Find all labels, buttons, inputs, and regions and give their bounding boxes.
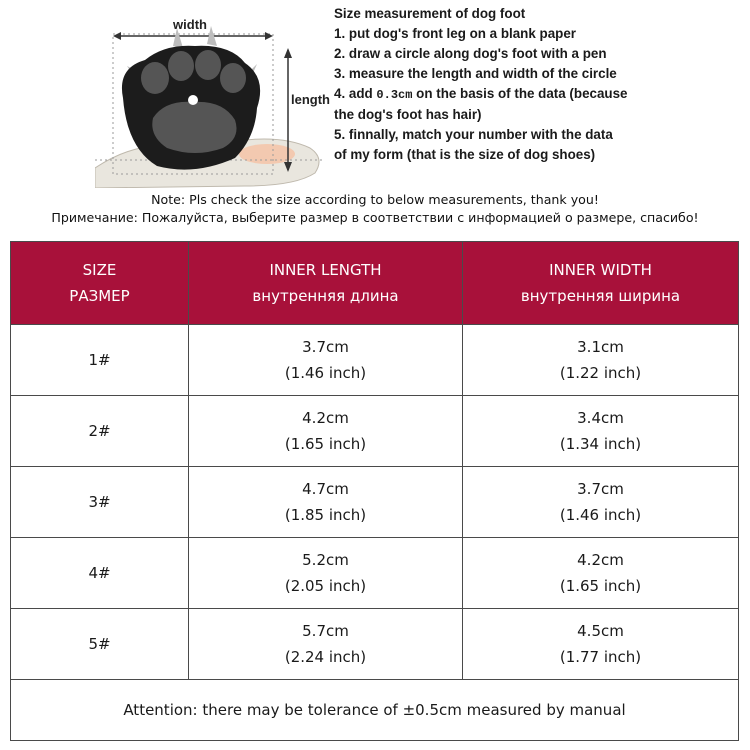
length-cm: 5.7cm xyxy=(302,622,349,640)
instruction-step-1: 1. put dog's front leg on a blank paper xyxy=(334,26,576,41)
instructions-title: Size measurement of dog foot xyxy=(334,6,526,21)
width-cell xyxy=(463,467,739,538)
table-row xyxy=(11,396,739,467)
width-cm: 3.1cm xyxy=(577,338,624,356)
width-cell xyxy=(463,609,739,680)
size-cell: 5# xyxy=(11,609,189,680)
width-cm: 4.2cm xyxy=(577,551,624,569)
step-4-value: 0.3cm xyxy=(376,88,413,102)
length-inch: (1.85 inch) xyxy=(284,506,367,524)
step-4-prefix: 4. add xyxy=(334,86,377,101)
instruction-step-5: 5. finnally, match your number with the data xyxy=(334,127,613,142)
note-english: Note: Pls check the size according to below measurements, thank you! xyxy=(151,192,599,207)
length-cell xyxy=(189,538,463,609)
length-inch: (1.46 inch) xyxy=(284,364,367,382)
size-cell: 3# xyxy=(11,467,189,538)
width-cm: 3.4cm xyxy=(577,409,624,427)
header-size xyxy=(11,242,189,325)
header-size-en: SIZE xyxy=(82,261,117,279)
width-inch: (1.65 inch) xyxy=(559,577,642,595)
size-cell: 4# xyxy=(11,538,189,609)
length-cm: 4.2cm xyxy=(302,409,349,427)
width-label: width xyxy=(173,17,207,32)
header-width-ru: внутренняя ширина xyxy=(520,287,681,305)
instruction-step-5-cont: of my form (that is the size of dog shoes) xyxy=(334,147,596,162)
width-cell xyxy=(463,396,739,467)
header-length-ru: внутренняя длина xyxy=(252,287,399,305)
length-cell xyxy=(189,396,463,467)
instruction-step-4-cont: the dog's foot has hair) xyxy=(334,107,482,122)
length-cm: 3.7cm xyxy=(302,338,349,356)
table-row xyxy=(11,325,739,396)
size-notes xyxy=(0,191,750,227)
width-inch: (1.34 inch) xyxy=(559,435,642,453)
header-size-ru: РАЗМЕР xyxy=(69,287,130,305)
table-footer-row xyxy=(11,680,739,741)
width-cell xyxy=(463,325,739,396)
size-cell: 2# xyxy=(11,396,189,467)
length-cm: 4.7cm xyxy=(302,480,349,498)
measurement-instructions xyxy=(334,4,746,165)
length-label: length xyxy=(291,92,330,107)
length-cell xyxy=(189,325,463,396)
paw-measurement-illustration xyxy=(95,8,330,188)
width-cell xyxy=(463,538,739,609)
tolerance-note: Attention: there may be tolerance of ±0.5cm measured by manual xyxy=(11,680,739,741)
length-cell xyxy=(189,467,463,538)
header-inner-width xyxy=(463,242,739,325)
length-inch: (2.24 inch) xyxy=(284,648,367,666)
length-inch: (2.05 inch) xyxy=(284,577,367,595)
width-inch: (1.77 inch) xyxy=(559,648,642,666)
table-row xyxy=(11,609,739,680)
header-inner-length xyxy=(189,242,463,325)
instruction-step-3: 3. measure the length and width of the circle xyxy=(334,66,617,81)
table-header-row xyxy=(11,242,739,325)
header-length-en: INNER LENGTH xyxy=(269,261,382,279)
size-cell: 1# xyxy=(11,325,189,396)
instruction-step-2: 2. draw a circle along dog's foot with a pen xyxy=(334,46,607,61)
width-inch: (1.22 inch) xyxy=(559,364,642,382)
length-cell xyxy=(189,609,463,680)
width-cm: 3.7cm xyxy=(577,480,624,498)
header-width-en: INNER WIDTH xyxy=(549,261,652,279)
instruction-section xyxy=(0,0,750,190)
size-table xyxy=(10,241,739,741)
table-row xyxy=(11,467,739,538)
step-4-suffix: on the basis of the data (because xyxy=(412,86,628,101)
width-cm: 4.5cm xyxy=(577,622,624,640)
note-russian: Примечание: Пожалуйста, выберите размер в соответствии с информацией о размере, спасибо! xyxy=(51,210,699,225)
length-inch: (1.65 inch) xyxy=(284,435,367,453)
width-inch: (1.46 inch) xyxy=(559,506,642,524)
table-row xyxy=(11,538,739,609)
instruction-step-4 xyxy=(334,84,746,105)
length-cm: 5.2cm xyxy=(302,551,349,569)
